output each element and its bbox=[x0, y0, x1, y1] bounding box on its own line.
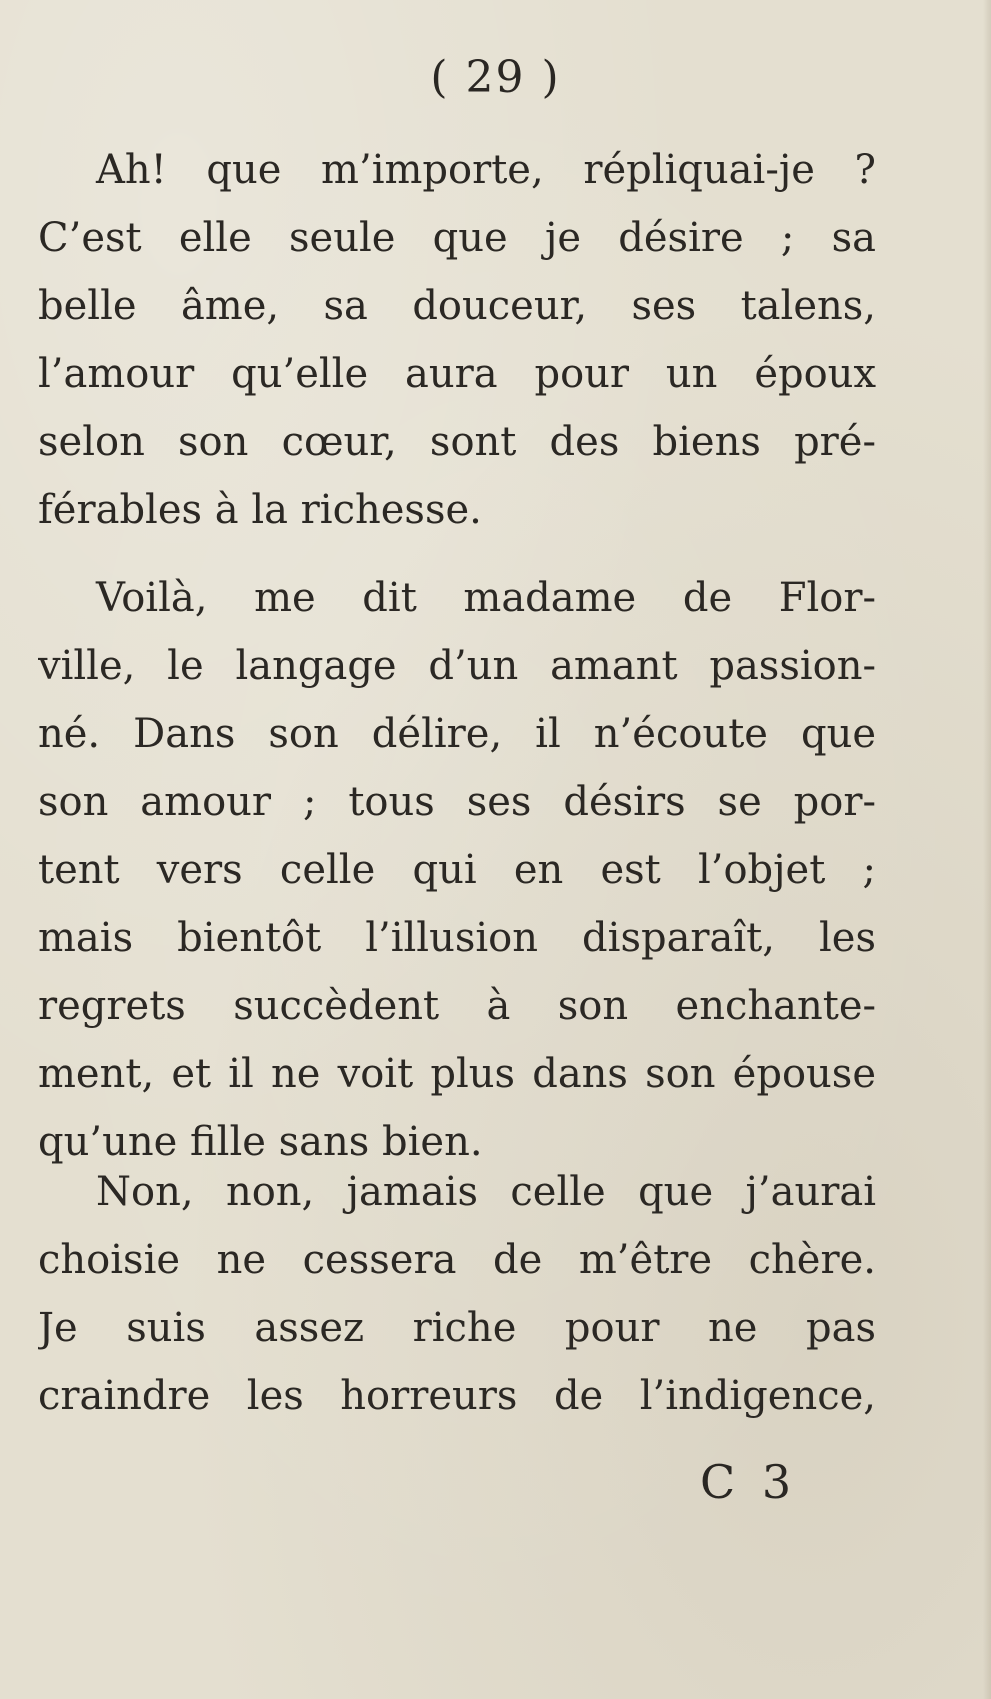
page-number: ( 29 ) bbox=[430, 52, 561, 103]
text-line: choisie ne cessera de m’être chère. bbox=[38, 1237, 876, 1283]
signature-mark: C 3 bbox=[700, 1455, 798, 1509]
text-line: né. Dans son délire, il n’écoute que bbox=[38, 711, 876, 757]
text-line: Je suis assez riche pour ne pas bbox=[38, 1305, 876, 1351]
text-line: Ah! que m’importe, répliquai-je ? bbox=[96, 147, 876, 193]
text-line: qu’une fille sans bien. bbox=[38, 1119, 483, 1165]
text-line: son amour ; tous ses désirs se por- bbox=[38, 779, 876, 825]
text-line: regrets succèdent à son enchante- bbox=[38, 983, 876, 1029]
text-line: Non, non, jamais celle que j’aurai bbox=[96, 1169, 876, 1215]
text-line: tent vers celle qui en est l’objet ; bbox=[38, 847, 876, 893]
paragraph-2 bbox=[38, 564, 876, 1176]
text-line: craindre les horreurs de l’indigence, bbox=[38, 1373, 876, 1419]
text-line: selon son cœur, sont des biens pré- bbox=[38, 419, 876, 465]
text-line: belle âme, sa douceur, ses talens, bbox=[38, 283, 876, 329]
text-line: C’est elle seule que je désire ; sa bbox=[38, 215, 876, 261]
text-line: Voilà, me dit madame de Flor- bbox=[96, 575, 876, 621]
paragraph-1 bbox=[38, 136, 876, 544]
text-line: férables à la richesse. bbox=[38, 487, 482, 533]
text-line: ville, le langage d’un amant passion- bbox=[38, 643, 876, 689]
page-edge-shadow bbox=[983, 0, 991, 1699]
text-line: mais bientôt l’illusion disparaît, les bbox=[38, 915, 876, 961]
text-line: l’amour qu’elle aura pour un époux bbox=[38, 351, 876, 397]
text-line: ment, et il ne voit plus dans son épouse bbox=[38, 1051, 876, 1097]
paragraph-3 bbox=[38, 1158, 876, 1430]
